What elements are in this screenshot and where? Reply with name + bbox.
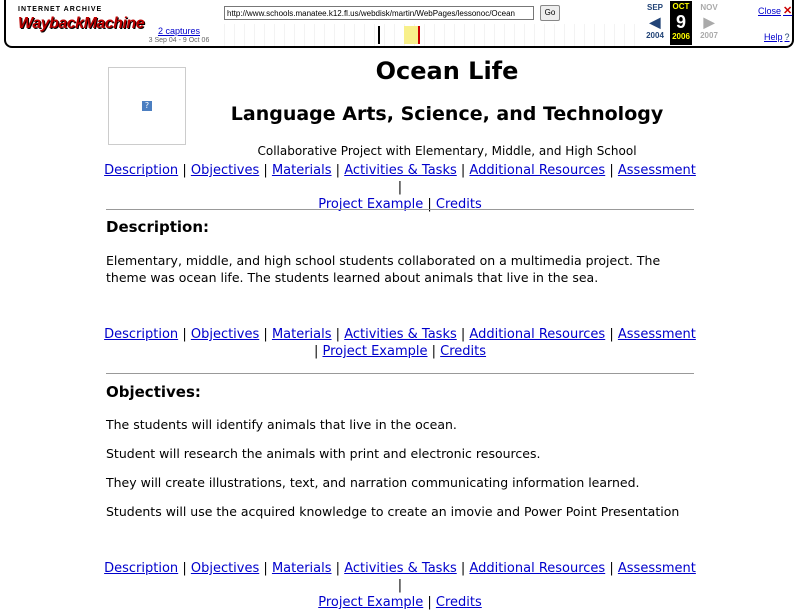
timeline-capture-tick[interactable] bbox=[378, 26, 380, 44]
logo-top-text: INTERNET ARCHIVE bbox=[18, 6, 103, 13]
current-year: 2006 bbox=[672, 32, 690, 41]
nav-link-assessment[interactable]: Assessment bbox=[617, 561, 696, 576]
page-title: Ocean Life bbox=[375, 57, 519, 85]
nav-link-credits[interactable]: Credits bbox=[435, 595, 482, 610]
nav-link-materials[interactable]: Materials bbox=[271, 327, 332, 342]
wayback-logo[interactable] bbox=[18, 6, 145, 40]
wayback-toolbar bbox=[4, 0, 794, 48]
nav-links-bottom bbox=[100, 560, 700, 611]
nav-link-objectives[interactable]: Objectives bbox=[190, 327, 260, 342]
nav-link-assessment[interactable]: Assessment bbox=[617, 327, 696, 342]
nav-link-description[interactable]: Description bbox=[104, 561, 179, 576]
nav-separator: | bbox=[397, 180, 403, 195]
logo-main-text: WaybackMachine bbox=[18, 15, 145, 32]
objective-item: They will create illustrations, text, and narration communicating information learned. bbox=[106, 475, 640, 490]
nav-separator: | bbox=[609, 327, 614, 342]
nav-separator: | bbox=[335, 327, 341, 342]
nav-link-objectives[interactable]: Objectives bbox=[190, 163, 260, 178]
nav-link-activities[interactable]: Activities & Tasks bbox=[344, 163, 457, 178]
nav-separator: | bbox=[335, 163, 341, 178]
nav-separator: | bbox=[263, 163, 268, 178]
nav-link-resources[interactable]: Additional Resources bbox=[469, 327, 606, 342]
nav-link-description[interactable]: Description bbox=[104, 327, 179, 342]
help-button[interactable] bbox=[764, 32, 790, 42]
nav-separator: | bbox=[460, 561, 466, 576]
nav-link-example[interactable]: Project Example bbox=[318, 595, 424, 610]
description-heading: Description: bbox=[106, 218, 210, 236]
close-icon[interactable]: ✕ bbox=[783, 5, 793, 17]
description-text: Elementary, middle, and high school students collaborated on a multimedia project. The theme was ocean life. The students learned about animals that live in the sea. bbox=[106, 253, 661, 285]
captures-link[interactable]: 2 captures bbox=[157, 26, 201, 36]
arrow-right-icon[interactable]: ▶ bbox=[703, 14, 715, 30]
current-day: 9 bbox=[675, 12, 686, 32]
nav-separator: | bbox=[609, 561, 614, 576]
nav-separator: | bbox=[263, 561, 268, 576]
nav-link-credits[interactable]: Credits bbox=[435, 197, 482, 212]
help-label[interactable]: Help bbox=[764, 32, 783, 42]
nav-link-description[interactable]: Description bbox=[104, 163, 179, 178]
nav-separator: | bbox=[460, 163, 466, 178]
captures-range: 3 Sep 04 - 9 Oct 06 bbox=[148, 37, 210, 44]
nav-link-resources[interactable]: Additional Resources bbox=[469, 561, 606, 576]
arrow-left-icon[interactable]: ◀ bbox=[649, 14, 661, 30]
timeline-current-tick[interactable] bbox=[418, 26, 420, 44]
nav-separator: | bbox=[460, 327, 466, 342]
help-icon[interactable]: ? bbox=[784, 32, 790, 42]
divider bbox=[106, 209, 694, 210]
capture-timeline[interactable] bbox=[224, 24, 638, 46]
next-year: 2007 bbox=[700, 31, 718, 40]
url-input[interactable]: http://www.schools.manatee.k12.fl.us/webdisk/martin/WebPages/lessonoc/Ocean bbox=[224, 6, 534, 20]
nav-separator: | bbox=[182, 327, 187, 342]
collab-text: Collaborative Project with Elementary, Middle, and High School bbox=[257, 144, 637, 158]
page-subtitle: Language Arts, Science, and Technology bbox=[230, 103, 664, 125]
objectives-heading: Objectives: bbox=[106, 383, 201, 401]
divider bbox=[106, 373, 694, 374]
objective-item: The students will identify animals that live in the ocean. bbox=[106, 417, 457, 432]
nav-separator: | bbox=[431, 344, 437, 359]
calendar-next[interactable] bbox=[696, 2, 722, 41]
next-month: NOV bbox=[700, 3, 718, 12]
nav-separator: | bbox=[263, 327, 268, 342]
objective-item: Students will use the acquired knowledge to create an imovie and Power Point Presentation bbox=[106, 504, 680, 519]
go-button[interactable]: Go bbox=[540, 5, 560, 21]
captures-info bbox=[144, 26, 214, 44]
objective-item: Student will research the animals with print and electronic resources. bbox=[106, 446, 541, 461]
nav-separator: | bbox=[427, 595, 432, 610]
calendar-prev[interactable] bbox=[642, 2, 668, 41]
nav-link-materials[interactable]: Materials bbox=[271, 163, 332, 178]
nav-separator: | bbox=[335, 561, 341, 576]
nav-link-materials[interactable]: Materials bbox=[271, 561, 332, 576]
close-toolbar-button[interactable] bbox=[758, 4, 792, 17]
nav-link-activities[interactable]: Activities & Tasks bbox=[344, 327, 457, 342]
prev-month: SEP bbox=[646, 3, 663, 12]
close-label[interactable]: Close bbox=[758, 6, 782, 16]
current-month: OCT bbox=[672, 2, 690, 11]
nav-separator: | bbox=[313, 344, 319, 359]
nav-link-resources[interactable]: Additional Resources bbox=[469, 163, 606, 178]
nav-separator: | bbox=[427, 197, 432, 212]
nav-separator: | bbox=[609, 163, 614, 178]
nav-link-assessment[interactable]: Assessment bbox=[617, 163, 696, 178]
nav-links-top bbox=[100, 162, 700, 213]
nav-separator: | bbox=[182, 163, 187, 178]
nav-link-activities[interactable]: Activities & Tasks bbox=[344, 561, 457, 576]
nav-link-example[interactable]: Project Example bbox=[318, 197, 424, 212]
prev-year: 2004 bbox=[646, 31, 664, 40]
nav-link-credits[interactable]: Credits bbox=[440, 344, 487, 359]
nav-links-middle bbox=[100, 326, 700, 360]
broken-image-icon: ? bbox=[142, 101, 152, 111]
nav-link-example[interactable]: Project Example bbox=[322, 344, 428, 359]
nav-link-objectives[interactable]: Objectives bbox=[190, 561, 260, 576]
nav-separator: | bbox=[182, 561, 187, 576]
nav-separator: | bbox=[397, 578, 403, 593]
calendar-current bbox=[670, 1, 692, 45]
